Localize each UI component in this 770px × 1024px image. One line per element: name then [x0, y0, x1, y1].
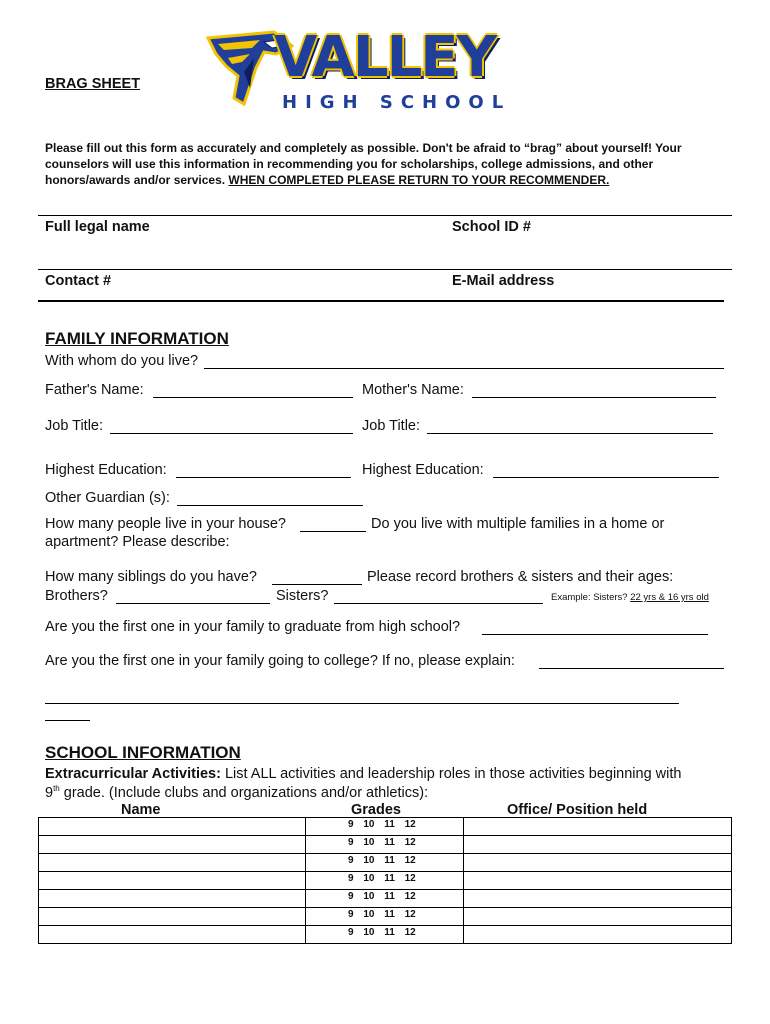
divider — [38, 269, 732, 270]
guardian-field[interactable] — [177, 505, 363, 506]
table-row — [39, 836, 732, 854]
house-field[interactable] — [300, 531, 366, 532]
grade-start: 9 — [45, 784, 54, 801]
multi-family-question-cont: apartment? Please describe: — [45, 534, 230, 550]
logo-wordmark: VALLEY — [274, 25, 496, 90]
school-heading: SCHOOL INFORMATION — [45, 743, 241, 762]
education-label: Highest Education: — [362, 462, 484, 478]
explain-field-cont[interactable] — [45, 720, 90, 721]
table-row — [39, 854, 732, 872]
office-cell[interactable] — [464, 908, 732, 926]
grades-cell[interactable]: 9 10 11 12 — [306, 908, 464, 926]
extracurricular-text-2: grade. (Include clubs and organizations and/or athletics): — [59, 784, 429, 801]
office-cell[interactable] — [464, 872, 732, 890]
intro-emphasis: WHEN COMPLETED PLEASE RETURN TO YOUR RECOMMENDER. — [228, 173, 610, 187]
mother-name-field[interactable] — [472, 397, 716, 398]
table-row — [39, 872, 732, 890]
contact-label: Contact # — [45, 273, 112, 289]
extracurricular-instructions-cont — [45, 784, 428, 801]
grades-cell[interactable]: 9 10 11 12 — [306, 926, 464, 944]
whom-label: With whom do you live? — [45, 353, 199, 369]
table-row — [39, 908, 732, 926]
job-title-label: Job Title: — [362, 418, 421, 434]
job-title-field-2[interactable] — [427, 433, 713, 434]
email-label: E-Mail address — [452, 273, 555, 289]
explain-field[interactable] — [45, 703, 679, 704]
extracurricular-instructions — [45, 766, 681, 782]
example-label: Example: Sisters? — [551, 592, 628, 603]
page-title: BRAG SHEET — [45, 76, 141, 92]
office-cell[interactable] — [464, 854, 732, 872]
activity-name-cell[interactable] — [39, 872, 306, 890]
siblings-record-label: Please record brothers & sisters and their ages: — [367, 569, 674, 585]
col-office-header: Office/ Position held — [507, 802, 648, 818]
table-row — [39, 926, 732, 944]
first-college-question: Are you the first one in your family going to college? If no, please explain: — [45, 653, 515, 669]
job-title-label: Job Title: — [45, 418, 104, 434]
table-row — [39, 818, 732, 836]
extracurricular-label: Extracurricular Activities: — [45, 766, 221, 782]
office-cell[interactable] — [464, 926, 732, 944]
office-cell[interactable] — [464, 818, 732, 836]
example-value: 22 yrs & 16 yrs old — [630, 592, 709, 603]
father-name-field[interactable] — [153, 397, 353, 398]
divider — [38, 300, 724, 302]
activities-table — [38, 817, 732, 944]
extracurricular-text: List ALL activities and leadership roles in those activities beginning with — [220, 766, 682, 782]
grades-cell[interactable]: 9 10 11 12 — [306, 872, 464, 890]
activity-name-cell[interactable] — [39, 926, 306, 944]
activity-name-cell[interactable] — [39, 836, 306, 854]
office-cell[interactable] — [464, 890, 732, 908]
school-id-label: School ID # — [452, 219, 531, 235]
grades-cell[interactable]: 9 10 11 12 — [306, 818, 464, 836]
activity-name-cell[interactable] — [39, 854, 306, 872]
activity-name-cell[interactable] — [39, 908, 306, 926]
education-label: Highest Education: — [45, 462, 167, 478]
divider — [38, 215, 732, 216]
family-heading: FAMILY INFORMATION — [45, 329, 229, 348]
activity-name-cell[interactable] — [39, 890, 306, 908]
col-name-header: Name — [121, 802, 161, 818]
grades-cell[interactable]: 9 10 11 12 — [306, 890, 464, 908]
full-name-label: Full legal name — [45, 219, 150, 235]
siblings-field[interactable] — [272, 584, 362, 585]
col-grades-header: Grades — [351, 802, 401, 818]
grades-cell[interactable]: 9 10 11 12 — [306, 836, 464, 854]
brothers-field[interactable] — [116, 603, 270, 604]
education-field-2[interactable] — [493, 477, 719, 478]
father-name-label: Father's Name: — [45, 382, 144, 398]
intro-text — [45, 140, 735, 188]
first-college-field[interactable] — [539, 668, 724, 669]
grades-cell[interactable]: 9 10 11 12 — [306, 854, 464, 872]
brothers-label: Brothers? — [45, 588, 108, 604]
activity-name-cell[interactable] — [39, 818, 306, 836]
school-logo — [204, 25, 514, 114]
whom-field[interactable] — [204, 368, 724, 369]
multi-family-question: Do you live with multiple families in a home or — [371, 516, 665, 532]
sisters-field[interactable] — [334, 603, 543, 604]
first-grad-field[interactable] — [482, 634, 708, 635]
sisters-label: Sisters? — [276, 588, 329, 604]
example-note — [551, 592, 709, 603]
education-field-1[interactable] — [176, 477, 351, 478]
house-question: How many people live in your house? — [45, 516, 286, 532]
intro-body: Please fill out this form as accurately and completely as possible. Don't be afraid to “brag” about yourself! Your counselors will use this information in recommending you for scholarships, college admissions, and other honors/awards and/or services. — [45, 141, 682, 187]
table-row — [39, 890, 732, 908]
mother-name-label: Mother's Name: — [362, 382, 464, 398]
grade-suffix: th — [53, 784, 60, 793]
job-title-field-1[interactable] — [110, 433, 353, 434]
guardian-label: Other Guardian (s): — [45, 490, 170, 506]
first-grad-question: Are you the first one in your family to graduate from high school? — [45, 619, 461, 635]
logo-subtitle: HIGH SCHOOL — [282, 92, 512, 113]
office-cell[interactable] — [464, 836, 732, 854]
siblings-question: How many siblings do you have? — [45, 569, 257, 585]
